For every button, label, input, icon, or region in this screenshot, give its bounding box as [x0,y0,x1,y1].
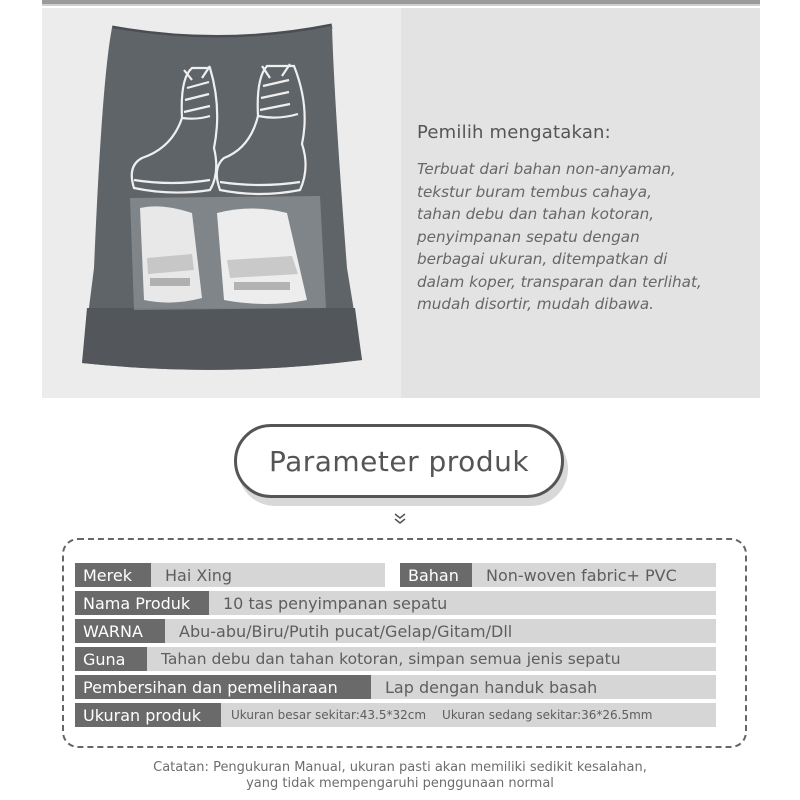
quote-title: Pemilih mengatakan: [417,122,611,143]
param-row-warna [75,619,716,643]
top-divider-light [42,4,760,6]
quote-line: dalam koper, transparan dan terlihat, [417,272,702,291]
quote-body [417,158,757,316]
param-label: WARNA [75,619,165,643]
product-photo [42,8,401,398]
param-value: Abu-abu/Biru/Putih pucat/Gelap/Gitam/Dll [179,621,513,641]
param-value-large: Ukuran besar sekitar:43.5*32cm [231,708,427,722]
param-label: Nama Produk [75,591,209,615]
param-label: Pembersihan dan pemeliharaan [75,675,371,699]
param-row-pembersihan [75,675,716,699]
param-row-ukuran [75,703,716,727]
param-label: Ukuran produk [75,703,221,727]
param-value: 10 tas penyimpanan sepatu [223,593,448,613]
param-row-nama-produk [75,591,716,615]
quote-line: penyimpanan sepatu dengan [417,227,640,246]
note-line-1: Catatan: Pengukuran Manual, ukuran pasti akan memiliki sedikit kesalahan, [153,760,647,775]
param-row-merek [75,563,385,587]
quote-line: mudah disortir, mudah dibawa. [417,295,654,313]
param-label: Merek [75,563,151,587]
param-row-bahan [400,563,716,587]
param-row-guna [75,647,716,671]
param-label: Guna [75,647,147,671]
shoe-bag-illustration [42,8,401,398]
note-line-2: yang tidak mempengaruhi penggunaan normal [246,776,554,791]
double-chevron-down-icon [392,512,408,526]
param-value: Tahan debu dan tahan kotoran, simpan semua jenis sepatu [161,650,621,668]
param-value: Non-woven fabric+ PVC [486,565,677,585]
quote-line: tekstur buram tembus cahaya, [417,182,652,201]
param-value-medium: Ukuran sedang sekitar:36*26.5mm [442,708,653,722]
quote-line: Terbuat dari bahan non-anyaman, [417,160,676,178]
quote-line: tahan debu dan tahan kotoran, [417,205,655,223]
param-value: Lap dengan handuk basah [385,677,598,697]
quote-line: berbagai ukuran, ditempatkan di [417,250,668,268]
parameter-heading: Parameter produk [234,424,564,498]
param-label: Bahan [400,563,472,587]
param-value: Hai Xing [165,565,233,585]
